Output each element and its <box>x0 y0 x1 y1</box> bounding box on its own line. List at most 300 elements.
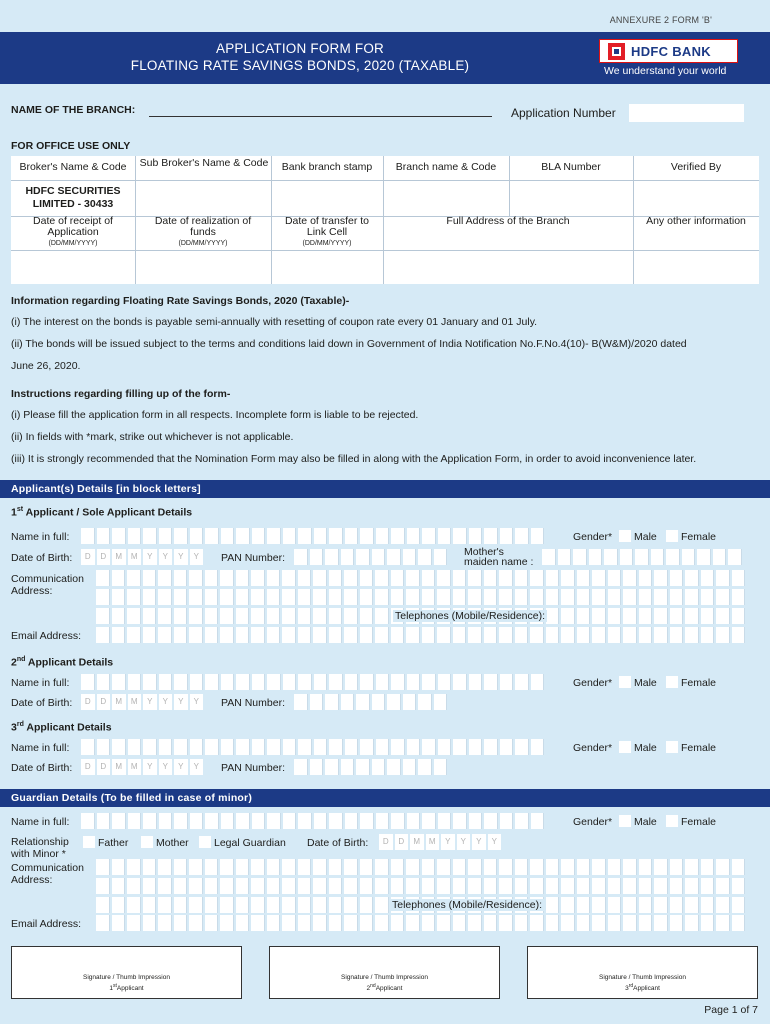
char-box[interactable] <box>685 589 699 605</box>
char-box[interactable] <box>623 589 637 605</box>
char-box[interactable] <box>344 627 358 643</box>
char-box[interactable] <box>252 528 266 544</box>
char-box[interactable] <box>220 570 234 586</box>
char-box[interactable] <box>314 739 328 755</box>
char-box[interactable] <box>531 528 545 544</box>
char-box[interactable] <box>143 674 157 690</box>
char-box[interactable] <box>267 674 281 690</box>
char-box[interactable] <box>701 570 715 586</box>
char-box[interactable] <box>515 674 529 690</box>
char-box[interactable] <box>345 674 359 690</box>
char-box[interactable] <box>484 859 498 875</box>
dob-field-3[interactable] <box>81 759 205 775</box>
char-box[interactable] <box>236 739 250 755</box>
char-box[interactable] <box>623 627 637 643</box>
char-box[interactable] <box>577 627 591 643</box>
char-box[interactable] <box>468 627 482 643</box>
char-box[interactable] <box>294 759 308 775</box>
mother-checkbox[interactable] <box>141 836 153 848</box>
char-box[interactable] <box>298 915 312 931</box>
char-box[interactable] <box>654 915 668 931</box>
char-box[interactable] <box>236 608 250 624</box>
char-box[interactable] <box>128 813 142 829</box>
dob-char-box[interactable]: Y <box>143 694 157 710</box>
char-box[interactable] <box>251 627 265 643</box>
char-box[interactable] <box>360 897 374 913</box>
char-box[interactable] <box>608 915 622 931</box>
dob-char-box[interactable]: M <box>112 694 126 710</box>
char-box[interactable] <box>391 813 405 829</box>
char-box[interactable] <box>267 915 281 931</box>
char-box[interactable] <box>500 674 514 690</box>
char-box[interactable] <box>375 915 389 931</box>
char-box[interactable] <box>561 627 575 643</box>
char-box[interactable] <box>313 859 327 875</box>
char-box[interactable] <box>251 859 265 875</box>
char-box[interactable] <box>437 915 451 931</box>
char-box[interactable] <box>360 570 374 586</box>
char-box[interactable] <box>372 549 386 565</box>
char-box[interactable] <box>174 674 188 690</box>
char-box[interactable] <box>422 674 436 690</box>
char-box[interactable] <box>546 915 560 931</box>
char-box[interactable] <box>639 859 653 875</box>
char-box[interactable] <box>422 878 436 894</box>
char-box[interactable] <box>345 739 359 755</box>
char-box[interactable] <box>96 897 110 913</box>
char-box[interactable] <box>252 674 266 690</box>
char-box[interactable] <box>453 915 467 931</box>
char-box[interactable] <box>639 570 653 586</box>
char-box[interactable] <box>221 739 235 755</box>
char-box[interactable] <box>96 915 110 931</box>
char-box[interactable] <box>344 915 358 931</box>
char-box[interactable] <box>604 549 618 565</box>
char-box[interactable] <box>608 627 622 643</box>
char-box[interactable] <box>716 878 730 894</box>
guardian-name-field[interactable] <box>81 813 546 829</box>
dob-char-box[interactable]: Y <box>190 694 204 710</box>
char-box[interactable] <box>220 878 234 894</box>
char-box[interactable] <box>418 694 432 710</box>
char-box[interactable] <box>623 608 637 624</box>
char-box[interactable] <box>391 570 405 586</box>
char-box[interactable] <box>251 589 265 605</box>
char-box[interactable] <box>236 813 250 829</box>
char-box[interactable] <box>127 627 141 643</box>
char-box[interactable] <box>561 897 575 913</box>
char-box[interactable] <box>732 570 746 586</box>
char-box[interactable] <box>499 878 513 894</box>
father-checkbox[interactable] <box>83 836 95 848</box>
char-box[interactable] <box>329 589 343 605</box>
char-box[interactable] <box>345 528 359 544</box>
char-box[interactable] <box>313 897 327 913</box>
char-box[interactable] <box>515 915 529 931</box>
char-box[interactable] <box>127 897 141 913</box>
char-box[interactable] <box>577 859 591 875</box>
char-box[interactable] <box>251 897 265 913</box>
char-box[interactable] <box>670 608 684 624</box>
char-box[interactable] <box>530 627 544 643</box>
char-box[interactable] <box>546 570 560 586</box>
char-box[interactable] <box>205 813 219 829</box>
char-box[interactable] <box>329 897 343 913</box>
char-box[interactable] <box>97 739 111 755</box>
char-box[interactable] <box>298 897 312 913</box>
char-box[interactable] <box>438 813 452 829</box>
char-box[interactable] <box>174 859 188 875</box>
char-box[interactable] <box>375 897 389 913</box>
name-field-3[interactable] <box>81 739 546 755</box>
char-box[interactable] <box>453 528 467 544</box>
char-box[interactable] <box>314 528 328 544</box>
char-box[interactable] <box>407 739 421 755</box>
char-box[interactable] <box>360 528 374 544</box>
char-box[interactable] <box>515 739 529 755</box>
char-box[interactable] <box>158 570 172 586</box>
char-box[interactable] <box>205 608 219 624</box>
char-box[interactable] <box>391 878 405 894</box>
char-box[interactable] <box>282 627 296 643</box>
char-box[interactable] <box>267 528 281 544</box>
char-box[interactable] <box>221 528 235 544</box>
char-box[interactable] <box>573 549 587 565</box>
char-box[interactable] <box>654 627 668 643</box>
dob-char-box[interactable]: Y <box>441 834 455 850</box>
char-box[interactable] <box>716 608 730 624</box>
char-box[interactable] <box>453 570 467 586</box>
char-box[interactable] <box>360 627 374 643</box>
char-box[interactable] <box>484 915 498 931</box>
char-box[interactable] <box>623 915 637 931</box>
char-box[interactable] <box>81 674 95 690</box>
char-box[interactable] <box>159 813 173 829</box>
char-box[interactable] <box>608 859 622 875</box>
dob-char-box[interactable]: D <box>395 834 409 850</box>
char-box[interactable] <box>372 694 386 710</box>
application-number-field[interactable] <box>629 104 744 122</box>
char-box[interactable] <box>406 915 420 931</box>
char-box[interactable] <box>220 589 234 605</box>
char-box[interactable] <box>685 915 699 931</box>
char-box[interactable] <box>376 813 390 829</box>
male-checkbox-2[interactable] <box>619 676 631 688</box>
char-box[interactable] <box>329 915 343 931</box>
char-box[interactable] <box>143 878 157 894</box>
char-box[interactable] <box>437 627 451 643</box>
char-box[interactable] <box>205 528 219 544</box>
char-box[interactable] <box>313 589 327 605</box>
char-box[interactable] <box>329 739 343 755</box>
char-box[interactable] <box>81 813 95 829</box>
char-box[interactable] <box>608 608 622 624</box>
char-box[interactable] <box>670 627 684 643</box>
char-box[interactable] <box>205 859 219 875</box>
char-box[interactable] <box>313 878 327 894</box>
char-box[interactable] <box>96 570 110 586</box>
char-box[interactable] <box>732 859 746 875</box>
male-checkbox-3[interactable] <box>619 741 631 753</box>
char-box[interactable] <box>546 608 560 624</box>
char-box[interactable] <box>344 897 358 913</box>
char-box[interactable] <box>546 859 560 875</box>
char-box[interactable] <box>236 674 250 690</box>
char-box[interactable] <box>112 859 126 875</box>
char-box[interactable] <box>282 915 296 931</box>
dob-field-2[interactable] <box>81 694 205 710</box>
char-box[interactable] <box>654 608 668 624</box>
char-box[interactable] <box>577 570 591 586</box>
dob-char-box[interactable]: D <box>97 759 111 775</box>
char-box[interactable] <box>376 674 390 690</box>
signature-box-1[interactable]: Signature / Thumb Impression 1stApplicant <box>11 946 242 999</box>
char-box[interactable] <box>387 759 401 775</box>
char-box[interactable] <box>391 915 405 931</box>
char-box[interactable] <box>158 589 172 605</box>
char-box[interactable] <box>174 915 188 931</box>
char-box[interactable] <box>484 589 498 605</box>
char-box[interactable] <box>422 859 436 875</box>
char-box[interactable] <box>530 915 544 931</box>
char-box[interactable] <box>728 549 742 565</box>
male-checkbox-1[interactable] <box>619 530 631 542</box>
char-box[interactable] <box>499 589 513 605</box>
char-box[interactable] <box>81 739 95 755</box>
char-box[interactable] <box>220 608 234 624</box>
char-box[interactable] <box>205 915 219 931</box>
char-box[interactable] <box>437 859 451 875</box>
char-box[interactable] <box>310 549 324 565</box>
char-box[interactable] <box>174 627 188 643</box>
char-box[interactable] <box>546 897 560 913</box>
char-box[interactable] <box>96 859 110 875</box>
char-box[interactable] <box>360 813 374 829</box>
char-box[interactable] <box>174 878 188 894</box>
char-box[interactable] <box>484 528 498 544</box>
char-box[interactable] <box>143 528 157 544</box>
char-box[interactable] <box>577 589 591 605</box>
char-box[interactable] <box>542 549 556 565</box>
guardian-address-line-2[interactable] <box>96 878 747 894</box>
char-box[interactable] <box>313 570 327 586</box>
female-checkbox-3[interactable] <box>666 741 678 753</box>
char-box[interactable] <box>484 570 498 586</box>
char-box[interactable] <box>592 570 606 586</box>
char-box[interactable] <box>143 739 157 755</box>
char-box[interactable] <box>283 674 297 690</box>
char-box[interactable] <box>623 897 637 913</box>
char-box[interactable] <box>294 694 308 710</box>
char-box[interactable] <box>329 528 343 544</box>
char-box[interactable] <box>112 878 126 894</box>
char-box[interactable] <box>205 570 219 586</box>
char-box[interactable] <box>112 739 126 755</box>
char-box[interactable] <box>143 859 157 875</box>
char-box[interactable] <box>220 627 234 643</box>
char-box[interactable] <box>453 739 467 755</box>
char-box[interactable] <box>205 739 219 755</box>
guardian-female-checkbox[interactable] <box>666 815 678 827</box>
char-box[interactable] <box>623 859 637 875</box>
char-box[interactable] <box>251 608 265 624</box>
char-box[interactable] <box>329 608 343 624</box>
char-box[interactable] <box>670 915 684 931</box>
char-box[interactable] <box>608 589 622 605</box>
char-box[interactable] <box>716 897 730 913</box>
char-box[interactable] <box>143 897 157 913</box>
char-box[interactable] <box>434 759 448 775</box>
char-box[interactable] <box>577 608 591 624</box>
char-box[interactable] <box>236 589 250 605</box>
char-box[interactable] <box>96 627 110 643</box>
char-box[interactable] <box>716 915 730 931</box>
char-box[interactable] <box>418 759 432 775</box>
char-box[interactable] <box>174 608 188 624</box>
pan-field-2[interactable] <box>294 694 449 710</box>
char-box[interactable] <box>314 674 328 690</box>
dob-char-box[interactable]: M <box>128 759 142 775</box>
dob-char-box[interactable]: Y <box>488 834 502 850</box>
dob-char-box[interactable]: Y <box>159 759 173 775</box>
char-box[interactable] <box>325 759 339 775</box>
char-box[interactable] <box>654 589 668 605</box>
char-box[interactable] <box>189 608 203 624</box>
char-box[interactable] <box>375 570 389 586</box>
char-box[interactable] <box>236 627 250 643</box>
char-box[interactable] <box>561 878 575 894</box>
dob-char-box[interactable]: Y <box>190 549 204 565</box>
char-box[interactable] <box>360 915 374 931</box>
char-box[interactable] <box>561 915 575 931</box>
legal-guardian-checkbox[interactable] <box>199 836 211 848</box>
dob-char-box[interactable]: M <box>426 834 440 850</box>
char-box[interactable] <box>577 915 591 931</box>
char-box[interactable] <box>127 608 141 624</box>
char-box[interactable] <box>97 674 111 690</box>
char-box[interactable] <box>282 897 296 913</box>
char-box[interactable] <box>716 627 730 643</box>
char-box[interactable] <box>701 589 715 605</box>
char-box[interactable] <box>620 549 634 565</box>
char-box[interactable] <box>251 878 265 894</box>
char-box[interactable] <box>174 813 188 829</box>
char-box[interactable] <box>391 739 405 755</box>
char-box[interactable] <box>499 915 513 931</box>
char-box[interactable] <box>189 627 203 643</box>
signature-box-3[interactable]: Signature / Thumb Impression 3rdApplicant <box>527 946 758 999</box>
char-box[interactable] <box>701 897 715 913</box>
char-box[interactable] <box>127 570 141 586</box>
char-box[interactable] <box>666 549 680 565</box>
char-box[interactable] <box>558 549 572 565</box>
char-box[interactable] <box>127 878 141 894</box>
char-box[interactable] <box>112 570 126 586</box>
char-box[interactable] <box>546 627 560 643</box>
char-box[interactable] <box>434 694 448 710</box>
name-field-1[interactable] <box>81 528 546 544</box>
char-box[interactable] <box>670 878 684 894</box>
char-box[interactable] <box>298 739 312 755</box>
char-box[interactable] <box>267 739 281 755</box>
char-box[interactable] <box>577 878 591 894</box>
char-box[interactable] <box>608 897 622 913</box>
char-box[interactable] <box>403 759 417 775</box>
char-box[interactable] <box>360 878 374 894</box>
char-box[interactable] <box>391 528 405 544</box>
char-box[interactable] <box>252 813 266 829</box>
char-box[interactable] <box>205 674 219 690</box>
char-box[interactable] <box>422 589 436 605</box>
char-box[interactable] <box>391 859 405 875</box>
dob-char-box[interactable]: D <box>97 694 111 710</box>
char-box[interactable] <box>499 570 513 586</box>
char-box[interactable] <box>716 859 730 875</box>
char-box[interactable] <box>685 897 699 913</box>
char-box[interactable] <box>407 813 421 829</box>
char-box[interactable] <box>701 878 715 894</box>
dob-char-box[interactable]: D <box>97 549 111 565</box>
char-box[interactable] <box>283 813 297 829</box>
guardian-email-field[interactable] <box>96 915 747 931</box>
dob-char-box[interactable]: Y <box>159 694 173 710</box>
char-box[interactable] <box>651 549 665 565</box>
char-box[interactable] <box>282 608 296 624</box>
char-box[interactable] <box>453 859 467 875</box>
char-box[interactable] <box>360 859 374 875</box>
char-box[interactable] <box>468 878 482 894</box>
char-box[interactable] <box>469 674 483 690</box>
dob-field-1[interactable] <box>81 549 205 565</box>
char-box[interactable] <box>298 813 312 829</box>
char-box[interactable] <box>530 589 544 605</box>
char-box[interactable] <box>732 878 746 894</box>
char-box[interactable] <box>530 570 544 586</box>
char-box[interactable] <box>639 878 653 894</box>
char-box[interactable] <box>592 878 606 894</box>
char-box[interactable] <box>577 897 591 913</box>
char-box[interactable] <box>639 589 653 605</box>
char-box[interactable] <box>341 759 355 775</box>
char-box[interactable] <box>81 528 95 544</box>
dob-char-box[interactable]: D <box>81 759 95 775</box>
char-box[interactable] <box>360 608 374 624</box>
email-field-1[interactable] <box>96 627 747 643</box>
char-box[interactable] <box>670 897 684 913</box>
dob-char-box[interactable]: M <box>112 759 126 775</box>
char-box[interactable] <box>252 739 266 755</box>
char-box[interactable] <box>112 589 126 605</box>
char-box[interactable] <box>387 694 401 710</box>
char-box[interactable] <box>298 674 312 690</box>
dob-char-box[interactable]: D <box>379 834 393 850</box>
char-box[interactable] <box>422 528 436 544</box>
char-box[interactable] <box>732 627 746 643</box>
char-box[interactable] <box>515 878 529 894</box>
char-box[interactable] <box>592 915 606 931</box>
char-box[interactable] <box>127 915 141 931</box>
char-box[interactable] <box>298 859 312 875</box>
char-box[interactable] <box>143 813 157 829</box>
char-box[interactable] <box>589 549 603 565</box>
char-box[interactable] <box>220 915 234 931</box>
char-box[interactable] <box>515 589 529 605</box>
char-box[interactable] <box>403 694 417 710</box>
char-box[interactable] <box>515 570 529 586</box>
char-box[interactable] <box>406 859 420 875</box>
char-box[interactable] <box>158 915 172 931</box>
dob-char-box[interactable]: Y <box>190 759 204 775</box>
